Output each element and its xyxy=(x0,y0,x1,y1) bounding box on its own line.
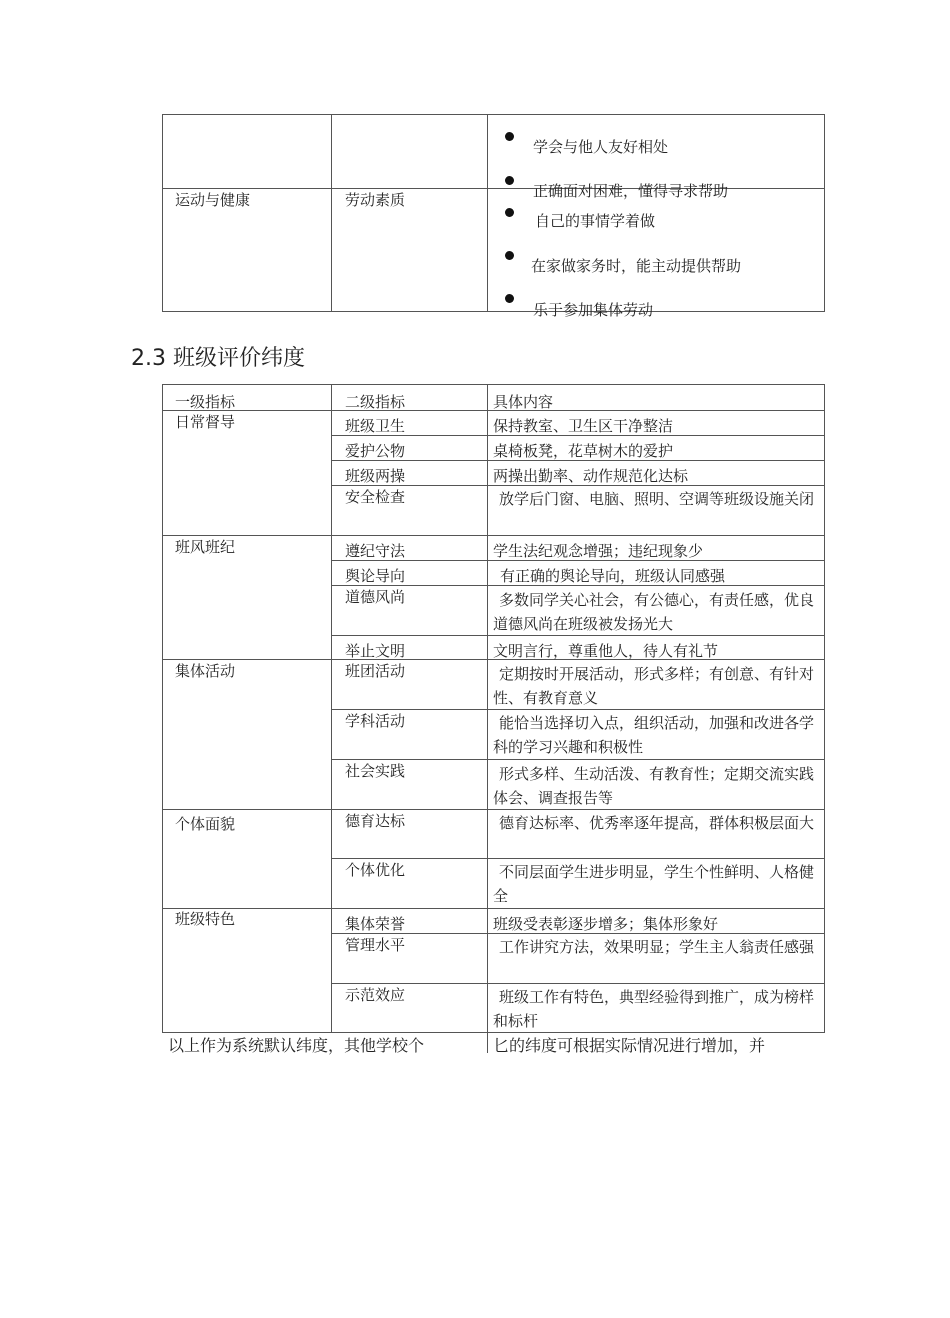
bullet-icon xyxy=(505,294,514,303)
table-row-sub: 社会实践 xyxy=(345,762,406,780)
group-name: 班级特色 xyxy=(175,910,236,928)
list-item: 在家做家务时，能主动提供帮助 xyxy=(531,257,742,275)
table-row-content: 文明言行，尊重他人，待人有礼节 xyxy=(493,642,719,660)
group-name: 个体面貌 xyxy=(175,815,236,833)
top-col2-label: 劳动素质 xyxy=(345,191,406,209)
list-item: 自己的事情学着做 xyxy=(535,212,656,230)
header-level2: 二级指标 xyxy=(345,393,406,411)
table-row-sub: 爱护公物 xyxy=(345,442,406,460)
table-row-sub: 管理水平 xyxy=(345,936,406,954)
table-row-content: 定期按时开展活动，形式多样；有创意、有针对性、有教育意义 xyxy=(493,665,815,707)
table-row-sub: 个体优化 xyxy=(345,861,406,879)
section-title: 2.3 班级评价纬度 xyxy=(131,346,305,371)
footer-text-left: 以上作为系统默认纬度，其他学校个 xyxy=(168,1036,425,1055)
table-row-sub: 班团活动 xyxy=(345,662,406,680)
table-row-sub: 道德风尚 xyxy=(345,588,406,606)
top-row2-content xyxy=(488,189,824,319)
table-row-content: 桌椅板凳，花草树木的爱护 xyxy=(493,442,674,460)
table-row-content: 不同层面学生进步明显，学生个性鲜明、人格健全 xyxy=(493,863,815,905)
table-row-content: 保持教室、卫生区干净整洁 xyxy=(493,417,674,435)
table-row-content: 学生法纪观念增强；违纪现象少 xyxy=(493,542,704,560)
list-item: 正确面对困难，懂得寻求帮助 xyxy=(533,182,729,200)
group-name: 班风班纪 xyxy=(175,538,236,556)
table-row-content: 形式多样、生动活泼、有教育性；定期交流实践体会、调查报告等 xyxy=(493,765,815,807)
table-row-content: 两操出勤率、动作规范化达标 xyxy=(493,467,689,485)
table-row-sub: 集体荣誉 xyxy=(345,915,406,933)
footer-text-right: 匕的纬度可根据实际情况进行增加，并 xyxy=(493,1036,766,1055)
table-row-content: 放学后门窗、电脑、照明、空调等班级设施关闭 xyxy=(499,490,815,508)
table-row-content: 有正确的舆论导向，班级认同感强 xyxy=(500,567,726,585)
group-name: 日常督导 xyxy=(175,413,236,431)
table-row-content: 德育达标率、优秀率逐年提高，群体积极层面大 xyxy=(499,814,815,832)
group-name: 集体活动 xyxy=(175,662,236,680)
header-level1: 一级指标 xyxy=(175,393,236,411)
table-row-sub: 德育达标 xyxy=(345,812,406,830)
table-row-sub: 班级两操 xyxy=(345,467,406,485)
table-row-sub: 示范效应 xyxy=(345,986,406,1004)
table-row-content: 能恰当选择切入点，组织活动，加强和改进各学科的学习兴趣和积极性 xyxy=(493,714,815,756)
bullet-icon xyxy=(505,251,514,260)
table-row-content: 班级受表彰逐步增多；集体形象好 xyxy=(493,915,719,933)
table-row-sub: 举止文明 xyxy=(345,642,406,660)
table-row-sub: 学科活动 xyxy=(345,712,406,730)
table-row-sub: 安全检查 xyxy=(345,488,406,506)
top-col1-label: 运动与健康 xyxy=(175,191,251,209)
table-row-content: 班级工作有特色，典型经验得到推广，成为榜样和标杆 xyxy=(493,988,815,1030)
list-item: 学会与他人友好相处 xyxy=(533,138,669,156)
table-row-sub: 舆论导向 xyxy=(345,567,406,585)
table-row-sub: 遵纪守法 xyxy=(345,542,406,560)
bullet-icon xyxy=(505,132,514,141)
table-row-content: 工作讲究方法，效果明显；学生主人翁责任感强 xyxy=(499,938,815,956)
list-item: 乐于参加集体劳动 xyxy=(533,301,654,319)
bullet-icon xyxy=(505,208,514,217)
table-row-sub: 班级卫生 xyxy=(345,417,406,435)
top-row1-content xyxy=(488,115,824,200)
header-content: 具体内容 xyxy=(493,393,554,411)
table-row-content: 多数同学关心社会，有公德心，有责任感，优良道德风尚在班级被发扬光大 xyxy=(493,591,815,633)
bullet-icon xyxy=(505,176,514,185)
